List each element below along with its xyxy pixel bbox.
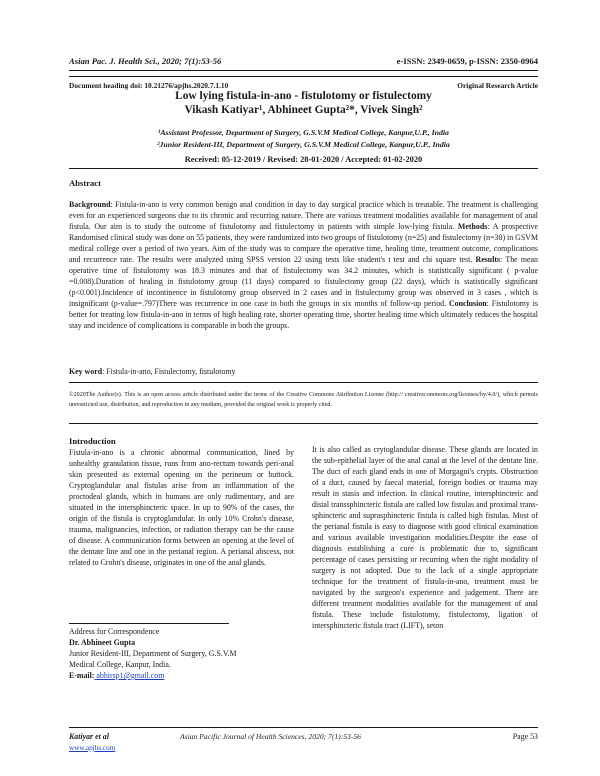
- results-label: Results: [475, 255, 501, 264]
- doi-line: Document heading doi: 10.21276/apjhs.2020.7.1.10: [69, 81, 229, 90]
- introduction-right-column: It is also called as crytoglandular disease. These glands are located in the sub-epithelial layer of the anal canal at the level of the dentate line. The duct of each gland ends in one of Morgagni's crypts. Obstruction of a duct, caused by faecal material, foreign bodies or trauma may result in stasis and infection. In clinical routine, intersphincteric and distal transsphincteric fistula are called low fistulas and proximal trans-sphincteric and suprasphincteric fistula is called high fistulas. Most of the perianal fistula is easy to diagnose with good clinical examination and various available investigation modalities.Despite the ease of diagnosis establishing a cure is problematic due to, significant percentage of cases persisting or recurring when the right modality of surgery is not adopted. Due to the lack of a single appropriate technique for the treatment of fistula-in-ano, treatment must be navigated by the surgeon's experience and judgement. There are different treatment modalities available for the management of anal fistula. These include fistulotomy, fistulectomy, ligation of intersphincteric fistula tract (LIFT), seton: [312, 445, 538, 630]
- introduction-heading: Introduction: [69, 436, 116, 446]
- keywords: [69, 367, 538, 376]
- keyword-label: Key word: [69, 367, 103, 376]
- submission-dates: Received: 05-12-2019 / Revised: 28-01-2020 / Accepted: 01-02-2020: [184, 155, 423, 164]
- methods-label: Methods: [457, 222, 488, 231]
- correspondence-block: [69, 626, 294, 681]
- footer-rule: [69, 727, 538, 728]
- correspondence-rule: [69, 623, 229, 624]
- background-label: Background: [69, 200, 111, 209]
- header-rule-bottom: [69, 76, 538, 77]
- background-text: : Fistula-in-ano is very common benign anal condition in day to day surgical practice which is treatable. The treatment is challenging even for an experienced surgeons due to its chronic and recurring nature. There are various treatment modalities available for management of anal fistula. Our aim is to study the outcome of fistulotomy and fistulectomy in patients with simple low-lying fistula.: [69, 200, 538, 231]
- footer-journal: Asian Pacific Journal of Health Sciences, 2020; 7(1):53-56: [180, 732, 361, 741]
- journal-citation: Asian Pac. J. Health Sci., 2020; 7(1):53-56: [69, 56, 222, 66]
- license-rule: [69, 423, 538, 424]
- correspondence-name: Dr. Abhineet Gupta: [69, 638, 136, 647]
- email-link[interactable]: abhirsp1@gmail.com: [94, 671, 165, 680]
- abstract-body: [69, 199, 538, 331]
- dates-rule: [69, 168, 538, 169]
- methods-text: : A prospective Randomised clinical study was done on 55 patients, they were randomized into two groups of fistulotomy (n=25) and fistulectomy (n=30) in GSVM medical college over a period of two years. Aim of the study was to compare the operative time, healing time, treatment outcome, complications and recurrence rate. The results were analyzed using SPSS version 22 using tests like student's t test and chi square test.: [69, 222, 538, 264]
- keyword-text: : Fistula-in-ano, Fistulectomy, fistulotomy: [102, 367, 236, 376]
- conclusion-label: Conclusion: [448, 299, 487, 308]
- header-rule-top: [69, 70, 538, 71]
- conclusion-text: : Fistulotomy is better for treating low fistula-in-ano in terms of high healing rate, shorter operating time, shorter healing time which ultimately reduces the hospital stay and incidence of complications is comparable in both the groups.: [69, 299, 538, 330]
- affiliation-1: ¹Assistant Professor, Department of Surgery, G.S.V.M Medical College, Kanpur,U.P., India: [158, 128, 449, 137]
- email-label: E-mail:: [69, 671, 95, 680]
- footer-author: Katiyar et al: [69, 732, 109, 741]
- correspondence-line-1: Junior Resident-III, Department of Surgery, G.S.V.M: [69, 649, 237, 658]
- abstract-heading: Abstract: [69, 178, 101, 188]
- correspondence-label: Address for Correspondence: [69, 627, 160, 636]
- issn-label: e-ISSN: 2349-0659, p-ISSN: 2350-0964: [396, 56, 538, 66]
- article-type: Original Research Article: [457, 81, 538, 90]
- footer-website-link[interactable]: www.apjhs.com: [69, 744, 116, 752]
- author-list: Vikash Katiyar¹, Abhineet Gupta²*, Vivek Singh²: [184, 104, 423, 116]
- page-number: Page 53: [512, 732, 538, 741]
- introduction-left-column: Fistula-in-ano is a chronic abnormal communication, lined by unhealthy granulation tissue, runs from ano-rectum towards peri-anal skin presented as external opening on the perineum or buttock. Cryptoglandular anal fistulas arise from an inflammation of the proctodeal glands, which in humans are only rudimentary, and are situated in the intersphincteric space. In up to 90% of the cases, the origin of the fistula is cryptoglandular. In only 10% Crohn's disease, trauma, malignancies, infection, or radiation therapy can be the cause of disease. A communication forms between an opening at the level of the dentate line and one in the perianal region. A perianal abscess, not related to Crohn's disease, originates in one of the anal glands.: [69, 448, 294, 567]
- license-text: ©2020The Author(s). This is an open access article distributed under the terms of the Creative Commons Attribution License (http:// creativecommons.org/licenses/by/4.0/), which permits unrestricted use, distribution, and reproduction in any medium, provided the original work is properly cited.: [69, 392, 538, 408]
- affiliation-2: ²Junior Resident-III, Department of Surgery, G.S.V.M Medical College, Kanpur,U.P., India: [157, 140, 450, 149]
- results-text: : The mean operative time of fistulotomy was 18.3 minutes and that of fistulectomy was 34.2 minutes, which is statistically significant ( p-value =0.008).Duration of healing in fistulotomy group (11 days) compared to fistulectomy group (22 days), which is statistically significant (p<0.001).Incidence of incontinence in fistulotomy group observed in 2 cases and in fistulectomy group was observed in 3 cases , which is insignificant (p-value=.797)There was recurrence in one case in both the groups in six months of follow-up period.: [69, 255, 538, 308]
- correspondence-email-row: [69, 670, 294, 681]
- keywords-rule: [69, 382, 538, 383]
- correspondence-line-2: Medical College, Kanpur, India.: [69, 660, 171, 669]
- article-title: Low lying fistula-in-ano - fistulotomy or fistulectomy: [175, 90, 432, 102]
